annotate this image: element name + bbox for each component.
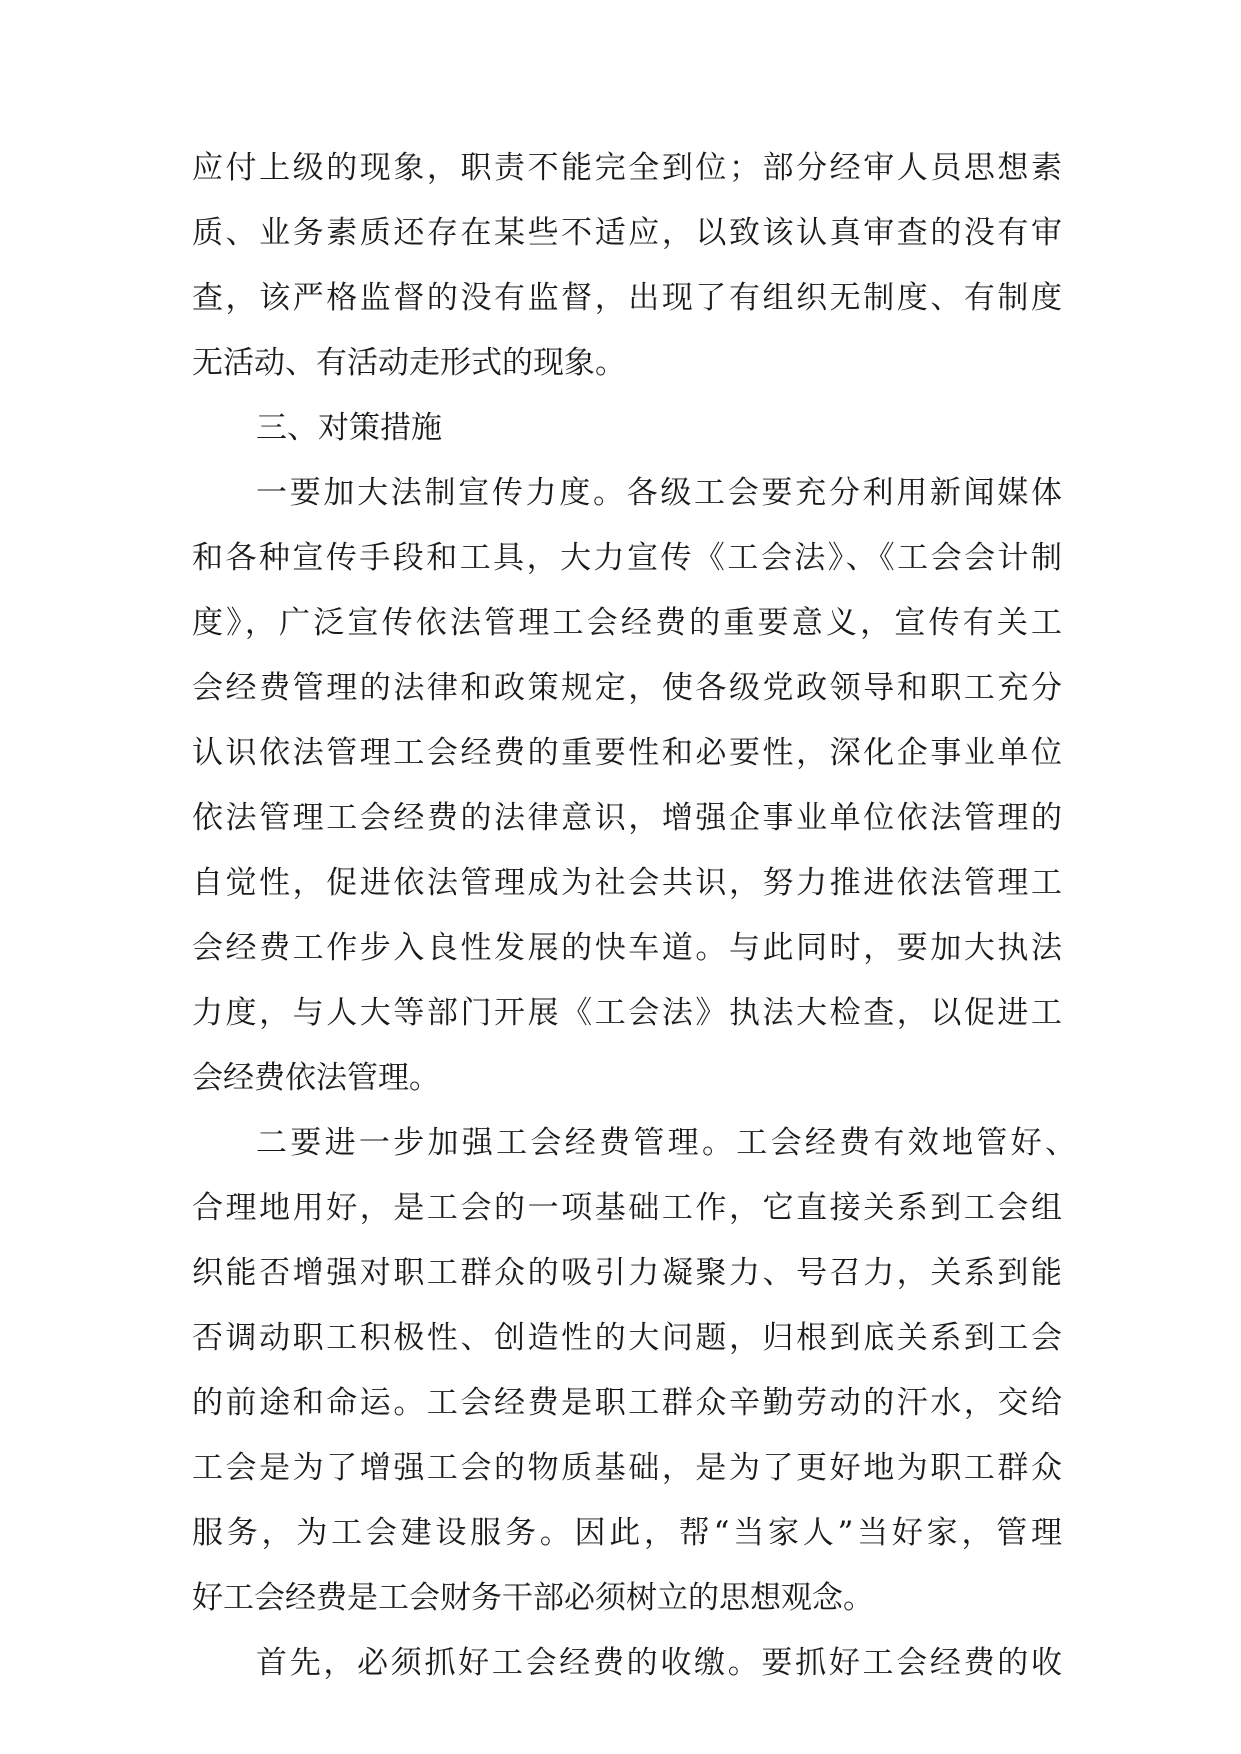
paragraph-line: 工会是为了增强工会的物质基础，是为了更好地为职工群众 — [192, 1450, 1062, 1486]
paragraph-line: 和各种宣传手段和工具，大力宣传《工会法》、《工会会计制 — [192, 540, 1062, 576]
paragraph-line: 二要进一步加强工会经费管理。工会经费有效地管好、 — [256, 1125, 1076, 1161]
paragraph-line: 的前途和命运。工会经费是职工群众辛勤劳动的汗水，交给 — [192, 1385, 1062, 1421]
paragraph-line: 一要加大法制宣传力度。各级工会要充分利用新闻媒体 — [256, 475, 1062, 511]
section-heading: 三、对策措施 — [256, 410, 442, 446]
paragraph-line: 首先，必须抓好工会经费的收缴。要抓好工会经费的收 — [256, 1645, 1062, 1681]
paragraph-line: 服务，为工会建设服务。因此，帮“当家人”当好家，管理 — [192, 1515, 1062, 1551]
paragraph-line: 认识依法管理工会经费的重要性和必要性，深化企事业单位 — [192, 735, 1062, 771]
paragraph-line: 无活动、有活动走形式的现象。 — [192, 345, 626, 381]
paragraph-line: 会经费工作步入良性发展的快车道。与此同时，要加大执法 — [192, 930, 1062, 966]
paragraph-line: 自觉性，促进依法管理成为社会共识，努力推进依法管理工 — [192, 865, 1062, 901]
paragraph-line: 合理地用好，是工会的一项基础工作，它直接关系到工会组 — [192, 1190, 1062, 1226]
paragraph-line: 会经费依法管理。 — [192, 1060, 440, 1096]
paragraph-line: 否调动职工积极性、创造性的大问题，归根到底关系到工会 — [192, 1320, 1062, 1356]
paragraph-line: 质、业务素质还存在某些不适应，以致该认真审查的没有审 — [192, 215, 1062, 251]
paragraph-line: 应付上级的现象，职责不能完全到位；部分经审人员思想素 — [192, 150, 1062, 186]
paragraph-line: 查，该严格监督的没有监督，出现了有组织无制度、有制度 — [192, 280, 1062, 316]
paragraph-line: 度》，广泛宣传依法管理工会经费的重要意义，宣传有关工 — [192, 605, 1062, 641]
paragraph-line: 力度，与人大等部门开展《工会法》执法大检查，以促进工 — [192, 995, 1062, 1031]
paragraph-line: 依法管理工会经费的法律意识，增强企事业单位依法管理的 — [192, 800, 1062, 836]
paragraph-line: 好工会经费是工会财务干部必须树立的思想观念。 — [192, 1580, 874, 1616]
paragraph-line: 会经费管理的法律和政策规定，使各级党政领导和职工充分 — [192, 670, 1062, 706]
paragraph-line: 织能否增强对职工群众的吸引力凝聚力、号召力，关系到能 — [192, 1255, 1062, 1291]
